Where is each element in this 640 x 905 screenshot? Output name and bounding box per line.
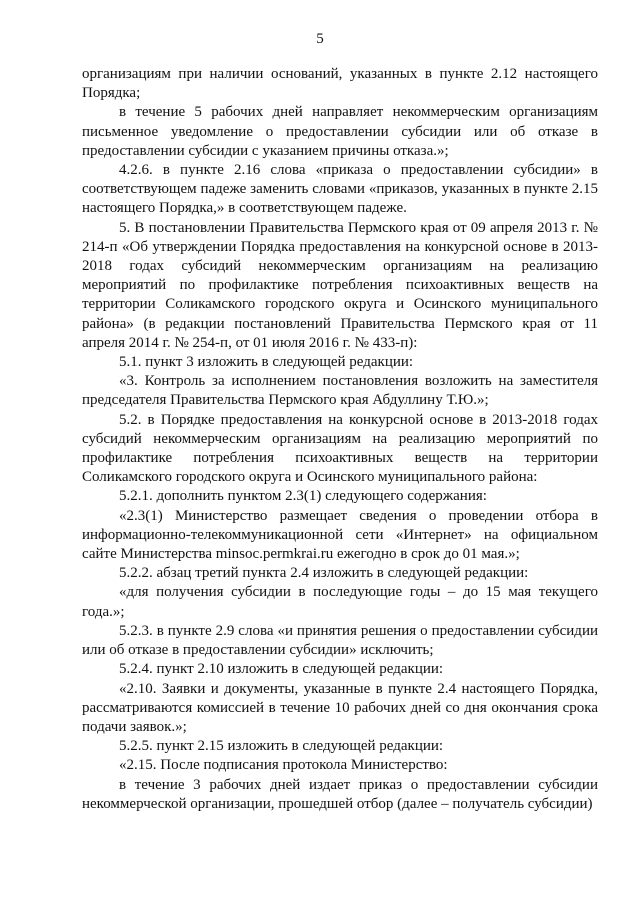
paragraph: «2.10. Заявки и документы, указанные в пункте 2.4 настоящего Порядка, рассматриваются комиссией в течение 10 рабочих дней со дня окончания срока подачи заявок.»;	[82, 680, 598, 735]
paragraph: «2.3(1) Министерство размещает сведения о проведении отбора в информационно-телекоммуникационной сети «Интернет» на официальном сайте Министерства minsoc.permkrai.ru ежегодно в срок до 01 мая.»;	[82, 507, 598, 563]
paragraph: 5.2.5. пункт 2.15 изложить в следующей редакции:	[119, 738, 444, 755]
paragraph: в течение 3 рабочих дней издает приказ о предоставлении субсидии некоммерческой организации, прошедшей отбор (далее – получатель субсидии)	[82, 776, 598, 812]
paragraph: 5.2.3. в пункте 2.9 слова «и принятия решения о предоставлении субсидии или об отказе в предоставлении субсидии» исключить;	[82, 622, 598, 659]
paragraph: организациям при наличии оснований, указанных в пункте 2.12 настоящего Порядка;	[82, 66, 598, 102]
paragraph: 5.2. в Порядке предоставления на конкурсной основе в 2013-2018 годах субсидий некоммерческим организациям на реализацию мероприятий по профилактике потребления психоактивных веществ на территории Соликамского городского округа и Осинского муниципального района:	[82, 411, 598, 486]
paragraph: «2.15. После подписания протокола Министерство:	[119, 757, 448, 774]
paragraph: 5.2.4. пункт 2.10 изложить в следующей редакции:	[119, 661, 444, 678]
document-body	[82, 65, 598, 814]
paragraph: 5.1. пункт 3 изложить в следующей редакции:	[119, 354, 414, 371]
paragraph: в течение 5 рабочих дней направляет некоммерческим организациям письменное уведомление о предоставлении субсидии или об отказе в предоставлении субсидии с указанием причины отказа.»;	[82, 104, 598, 159]
paragraph: «для получения субсидии в последующие годы – до 15 мая текущего года.»;	[82, 584, 598, 620]
paragraph: 5. В постановлении Правительства Пермского края от 09 апреля 2013 г. № 214-п «Об утверждении Порядка предоставления на конкурсной основе в 2013-2018 годах субсидий некоммерческим организациям на реализацию мероприятий по профилактике потребления психоактивных веществ на территории Соликамского городского округа и Осинского муниципального района» (в редакции постановлений Правительства Пермского края от 11 апреля 2014 г. № 254-п, от 01 июля 2016 г. № 433-п):	[82, 219, 598, 351]
paragraph: 5.2.1. дополнить пунктом 2.3(1) следующего содержания:	[119, 488, 487, 505]
paragraph: 5.2.2. абзац третий пункта 2.4 изложить в следующей редакции:	[119, 565, 529, 582]
paragraph: 4.2.6. в пункте 2.16 слова «приказа о предоставлении субсидии» в соответствующем падеже заменить словами «приказов, указанных в пункте 2.15 настоящего Порядка,» в соответствующем падеже.	[82, 162, 598, 217]
paragraph: «3. Контроль за исполнением постановления возложить на заместителя председателя Правительства Пермского края Абдуллину Т.Ю.»;	[82, 373, 598, 409]
page-number: 5	[316, 31, 324, 47]
